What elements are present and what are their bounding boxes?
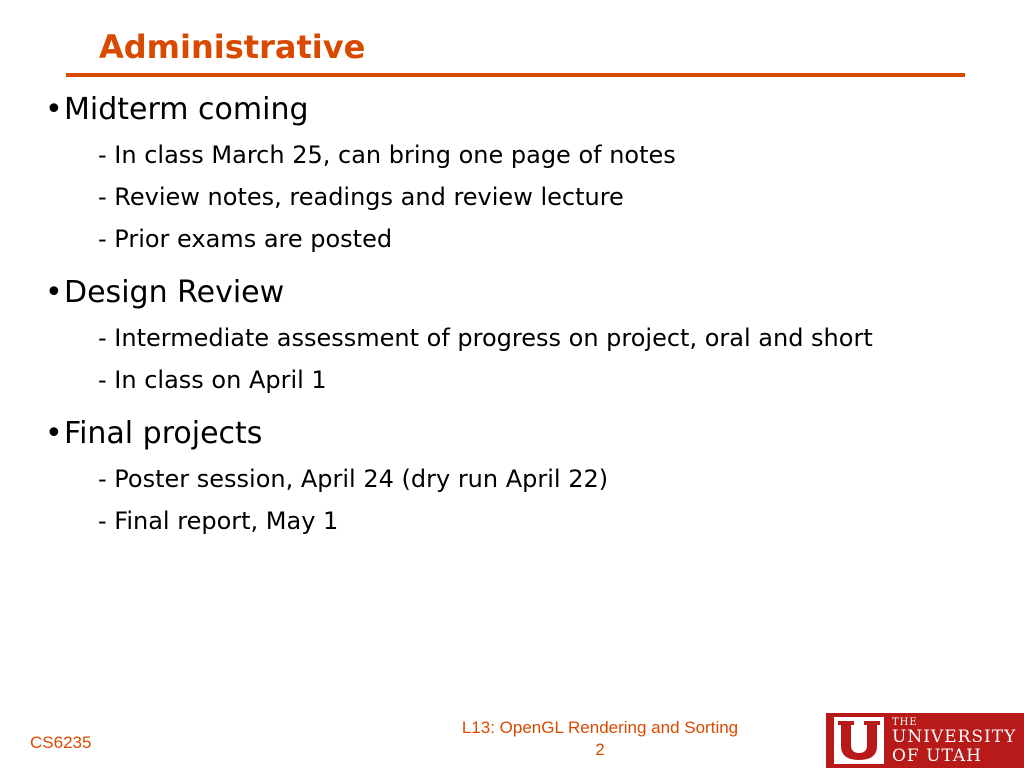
bullet-item	[45, 86, 1005, 134]
bullet-icon: •	[45, 275, 63, 310]
sub-bullet-item: - Poster session, April 24 (dry run April 22)	[98, 465, 609, 493]
sub-bullet-item: - Intermediate assessment of progress on project, oral and short	[98, 324, 873, 352]
sub-bullet-item: - In class on April 1	[98, 366, 327, 394]
logo-line-of-utah: OF UTAH	[892, 746, 982, 766]
bullet-item	[45, 269, 1005, 317]
slide-title: Administrative	[99, 28, 366, 66]
title-underline	[66, 73, 965, 77]
block-u-icon	[834, 717, 884, 764]
bullet-list	[45, 86, 1005, 542]
lecture-title: L13: OpenGL Rendering and Sorting	[461, 718, 739, 737]
bullet-icon: •	[45, 416, 63, 451]
sub-bullet-item: - Final report, May 1	[98, 507, 339, 535]
sub-bullet-item: - In class March 25, can bring one page of notes	[98, 141, 676, 169]
university-logo	[826, 713, 1024, 768]
bullet-label: Design Review	[64, 275, 285, 310]
sub-bullet-item: - Review notes, readings and review lecture	[98, 183, 624, 211]
bullet-item	[45, 410, 1005, 458]
logo-wordmark	[892, 717, 1016, 766]
page-number: 2	[595, 740, 605, 759]
logo-line-the: THE	[892, 717, 918, 728]
footer-lecture	[420, 717, 780, 761]
logo-line-university: UNIVERSITY	[892, 727, 1017, 747]
bullet-label: Midterm coming	[64, 92, 309, 127]
bullet-icon: •	[45, 92, 63, 127]
sub-bullet-item: - Prior exams are posted	[98, 225, 393, 253]
bullet-label: Final projects	[64, 416, 263, 451]
course-code: CS6235	[30, 733, 92, 752]
